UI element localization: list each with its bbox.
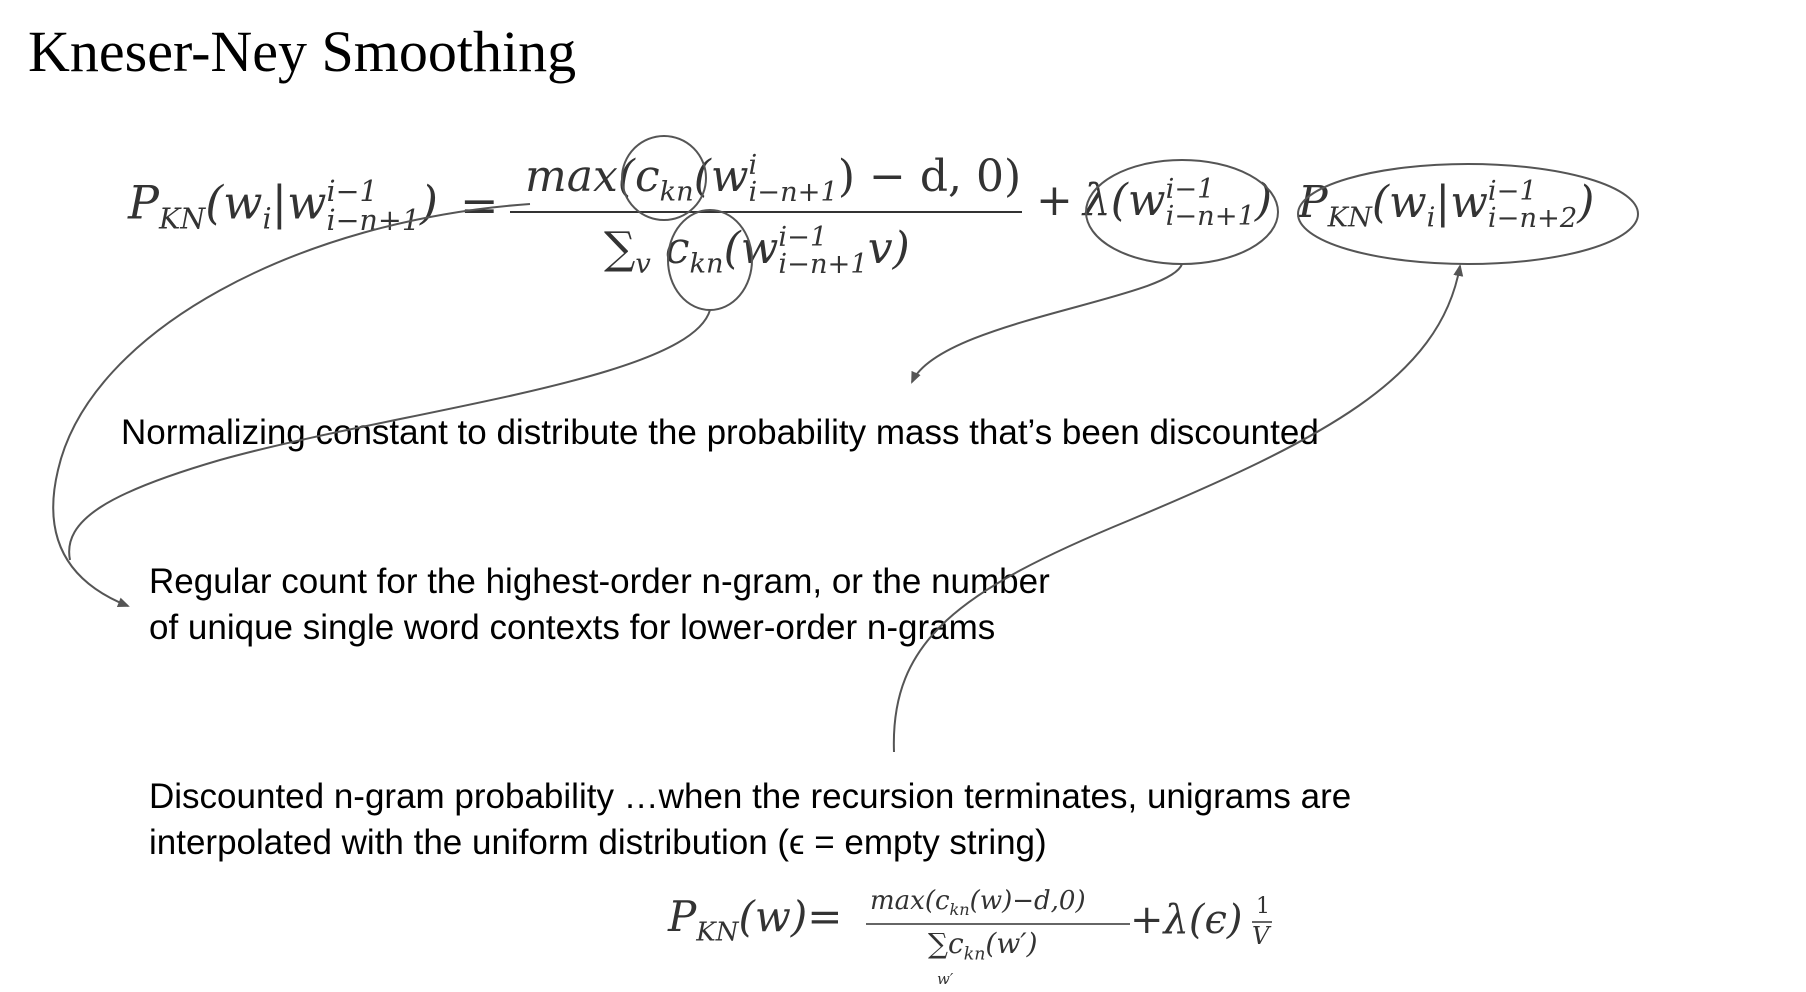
numerator-superscript: i	[748, 150, 758, 181]
unigram-denominator-rest: (w′)	[985, 927, 1038, 960]
unigram-denominator-c: c	[948, 927, 964, 960]
lambda-superscript: i−1	[1165, 174, 1215, 205]
main-equals: =	[460, 178, 499, 232]
recursive-i: i	[1426, 202, 1436, 234]
lhs-given: |w	[271, 175, 327, 230]
lhs-superscript: i−1	[326, 175, 378, 208]
recursive-connector	[894, 266, 1460, 752]
regular-count-note-line1: Regular count for the highest-order n-gram, or the number	[149, 562, 1050, 601]
unigram-kn: KN	[696, 917, 739, 948]
numerator-max: max(	[525, 150, 635, 202]
unigram-V: V	[1252, 922, 1270, 950]
lambda-close: )	[1254, 174, 1273, 226]
regular-count-connector	[53, 204, 530, 606]
recursive-term-circle	[1298, 164, 1638, 264]
denominator-v: v	[635, 248, 651, 280]
recursive-given: |w	[1435, 176, 1488, 228]
normalizing-connector	[69, 310, 710, 560]
numerator-c: c	[634, 150, 660, 202]
recursive-kn: KN	[1327, 202, 1372, 234]
numerator-rest: ) − d, 0)	[837, 150, 1022, 202]
denominator-rest: v)	[867, 222, 910, 274]
lhs-subscript: i−n+1	[326, 203, 420, 237]
lambda: λ(w	[1082, 174, 1166, 226]
denominator-c-circle	[668, 210, 752, 310]
discounted-note-line1: Discounted n-gram probability …when the recursion terminates, unigrams are	[149, 777, 1352, 816]
denominator-sum: ∑	[604, 222, 636, 274]
lhs-i-subscript: i	[262, 202, 272, 236]
recursive-open: (w	[1371, 176, 1427, 228]
denominator-c: c	[664, 222, 690, 274]
lambda-subscript: i−n+1	[1165, 201, 1255, 233]
unigram-sum-index: w′	[937, 970, 954, 988]
lambda-circle	[1086, 160, 1278, 264]
lhs-open: (w	[205, 175, 263, 230]
recursive-close: )	[1577, 176, 1595, 228]
lhs-close: )	[419, 175, 438, 230]
unigram-one: 1	[1256, 894, 1270, 919]
numerator-w: (w	[693, 150, 749, 202]
recursive-superscript: i−1	[1487, 176, 1537, 207]
unigram-denominator-kn: kn	[963, 944, 986, 965]
recursive-P: P	[1298, 176, 1328, 228]
plus-sign: +	[1036, 174, 1073, 226]
unigram-lambda: +λ(ϵ)	[1130, 897, 1243, 943]
recursive-subscript: i−n+2	[1487, 203, 1578, 235]
unigram-sum: ∑	[928, 927, 948, 960]
unigram-args: (w)=	[738, 892, 843, 941]
lambda-connector	[912, 264, 1182, 382]
numerator-subscript: i−n+1	[748, 177, 838, 209]
unigram-numerator-max: max(c	[870, 886, 950, 916]
numerator-kn: kn	[659, 176, 694, 208]
normalizing-constant-note: Normalizing constant to distribute the probability mass that’s been discounted	[121, 413, 1319, 452]
lhs-kn-subscript: KN	[158, 202, 206, 236]
numerator-c-circle	[622, 136, 706, 220]
unigram-numerator-kn: kn	[949, 900, 970, 920]
regular-count-note-line2: of unique single word contexts for lower-order n-grams	[149, 608, 996, 647]
denominator-kn: kn	[689, 248, 724, 280]
denominator-w: (w	[723, 222, 779, 274]
unigram-numerator-rest: (w)−d,0)	[969, 886, 1086, 916]
slide-title: Kneser-Ney Smoothing	[28, 19, 577, 84]
denominator-subscript: i−n+1	[778, 249, 868, 281]
discounted-note-line2: interpolated with the uniform distribution (ϵ = empty string)	[149, 823, 1047, 862]
lhs-P: P	[128, 175, 159, 230]
denominator-superscript: i−1	[778, 222, 828, 253]
unigram-P: P	[668, 892, 697, 941]
